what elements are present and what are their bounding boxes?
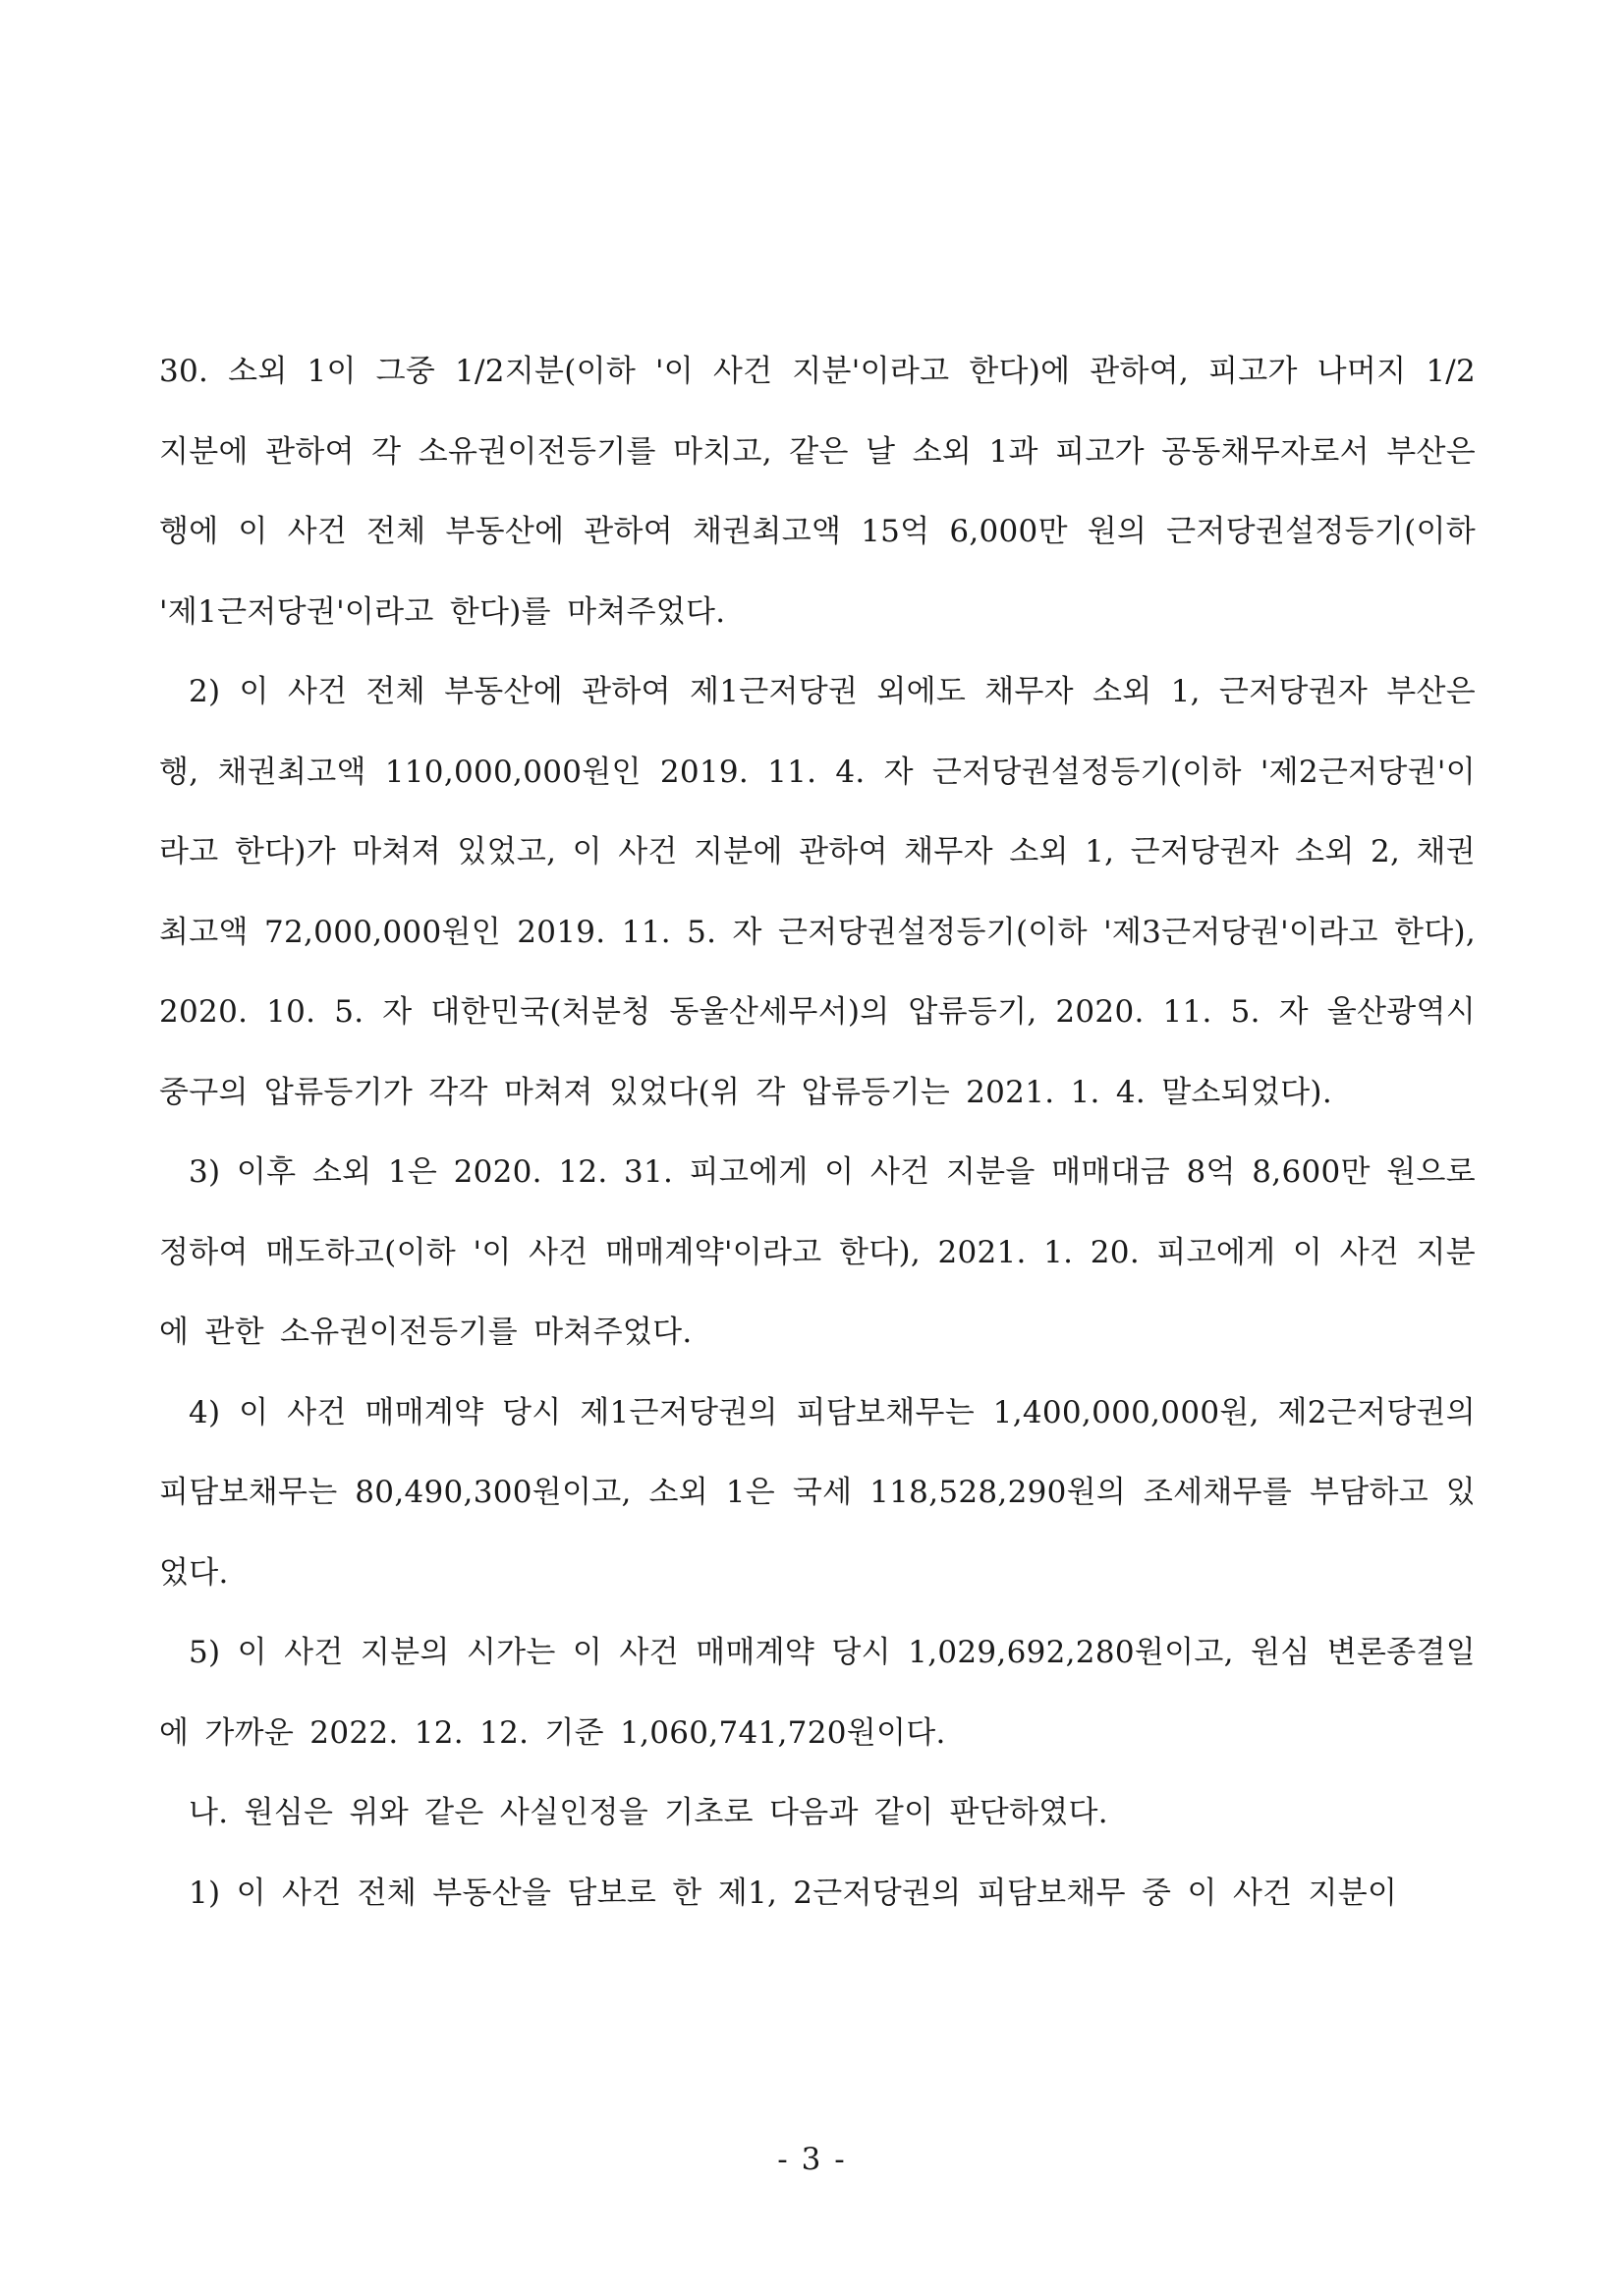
paragraph-7: 1) 이 사건 전체 부동산을 담보로 한 제1, 2근저당권의 피담보채무 중 이 사건 지분이 [189,1875,1398,1911]
page-number: - 3 - [777,2142,847,2177]
paragraph-3: 3) 이후 소외 1은 2020. 12. 31. 피고에게 이 사건 지분을 매매대금 8억 8,600만 원으로 정하여 매도하고(이하 '이 사건 매매계약'이라고 한다), 2021. 1. 20. 피고에게 이 사건 지분에 관한 소유권이전등기를 마쳐주었다. [159,1154,1476,1350]
paragraph-5: 5) 이 사건 지분의 시가는 이 사건 매매계약 당시 1,029,692,280원이고, 원심 변론종결일에 가까운 2022. 12. 12. 기준 1,060,741,720원이다. [159,1635,1476,1751]
paragraph-2: 2) 이 사건 전체 부동산에 관하여 제1근저당권 외에도 채무자 소외 1, 근저당권자 부산은행, 채권최고액 110,000,000원인 2019. 11. 4. 자 근저당권설정등기(이하 '제2근저당권'이라고 한다)가 마쳐져 있었고, 이 사건 지분에 관하여 채무자 소외 1, 근저당권자 소외 2, 채권최고액 72,000,000원인 2019. 11. 5. 자 근저당권설정등기(이하 '제3근저당권'이라고 한다), 2020. 10. 5. 자 대한민국(처분청 동울산세무서)의 압류등기, 2020. 11. 5. 자 울산광역시 중구의 압류등기가 각각 마쳐져 있었다(위 각 압류등기는 2021. 1. 4. 말소되었다). [159,674,1476,1110]
paragraph-4: 4) 이 사건 매매계약 당시 제1근저당권의 피담보채무는 1,400,000,000원, 제2근저당권의 피담보채무는 80,490,300원이고, 소외 1은 국세 118,528,290원의 조세채무를 부담하고 있었다. [159,1394,1476,1591]
paragraph-1: 30. 소외 1이 그중 1/2지분(이하 '이 사건 지분'이라고 한다)에 관하여, 피고가 나머지 1/2 지분에 관하여 각 소유권이전등기를 마치고, 같은 날 소외 1과 피고가 공동채무자로서 부산은행에 이 사건 전체 부동산에 관하여 채권최고액 15억 6,000만 원의 근저당권설정등기(이하 '제1근저당권'이라고 한다)를 마쳐주었다. [159,354,1476,630]
paragraph-6: 나. 원심은 위와 같은 사실인정을 기초로 다음과 같이 판단하였다. [189,1795,1108,1830]
body-text [159,332,1476,1933]
